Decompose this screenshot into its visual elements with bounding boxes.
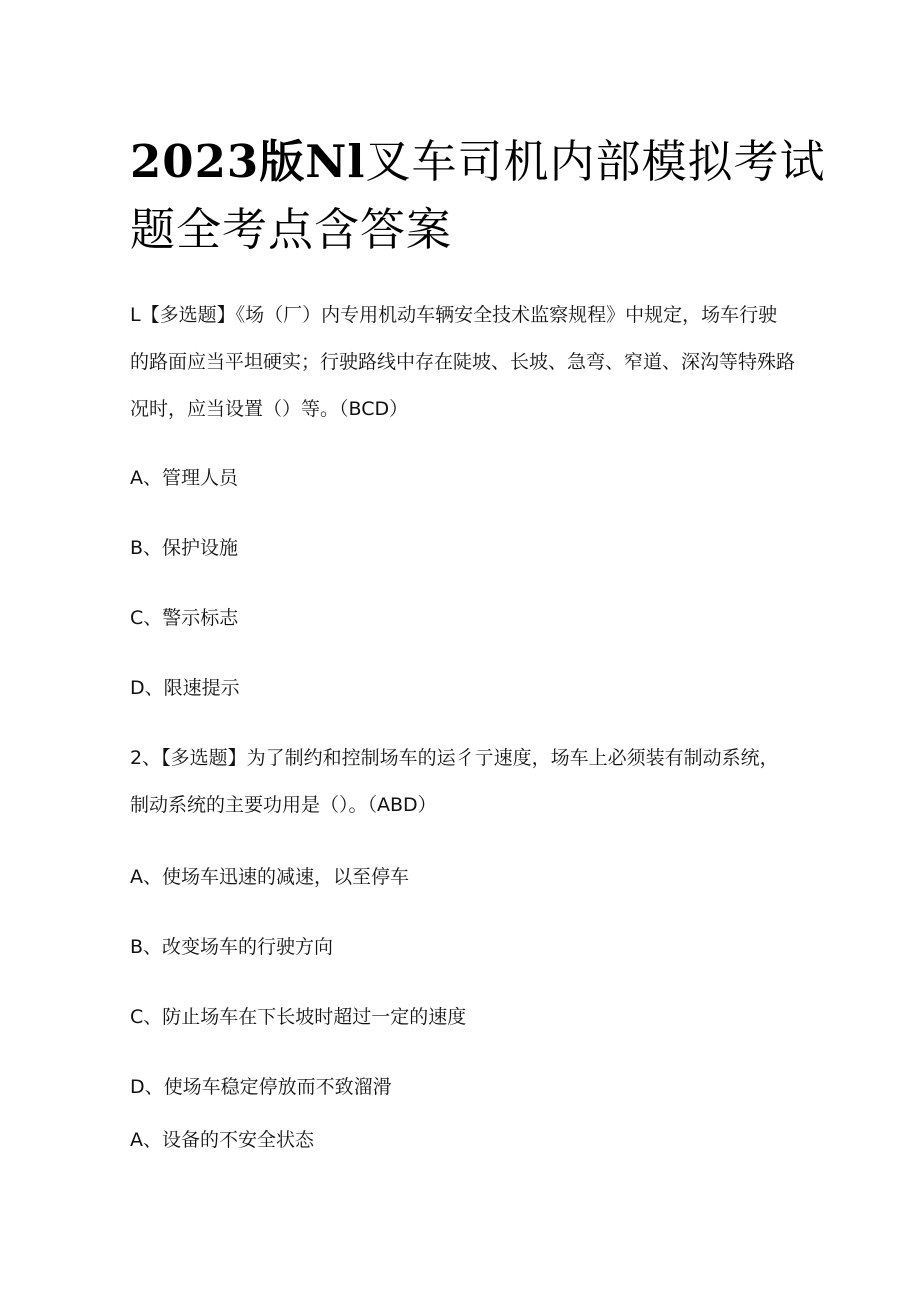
question-1-text: L【多选题】《场（厂）内专用机动车辆安全技术监察规程》中规定，场车行驶的路面应当平坦硬实；行驶路线中存在陡坡、长坡、急弯、窄道、深沟等特殊路况时，应当设置（）等。（BCD） (130, 304, 796, 420)
question-1-option-b: B、保护设施 (130, 537, 239, 559)
question-1-option-c: C、警示标志 (130, 607, 239, 629)
title-rest: 叉车司机内部模拟考试 (365, 135, 826, 188)
trailing-option-a: A、设备的不安全状态 (130, 1129, 314, 1151)
title-year-part: 2023版Nl (130, 135, 366, 188)
document-title (130, 128, 826, 264)
question-2-option-c: C、防止场车在下长坡时超过一定的速度 (130, 1006, 467, 1028)
question-1-option-d: D、限速提示 (130, 677, 240, 699)
title-line-1 (130, 128, 826, 196)
question-2-option-d: D、使场车稳定停放而不致溜滑 (130, 1076, 392, 1098)
title-line-2: 题全考点含答案 (130, 203, 453, 256)
question-2-option-b: B、改变场车的行驶方向 (130, 936, 334, 958)
question-2-option-a: A、使场车迅速的减速，以至停车 (130, 866, 409, 888)
question-1-option-a: A、管理人员 (130, 467, 238, 489)
question-2-text: 2、【多选题】为了制约和控制场车的运彳亍速度，场车上必须装有制动系统，制动系统的主要功用是（）。（ABD） (130, 747, 779, 816)
